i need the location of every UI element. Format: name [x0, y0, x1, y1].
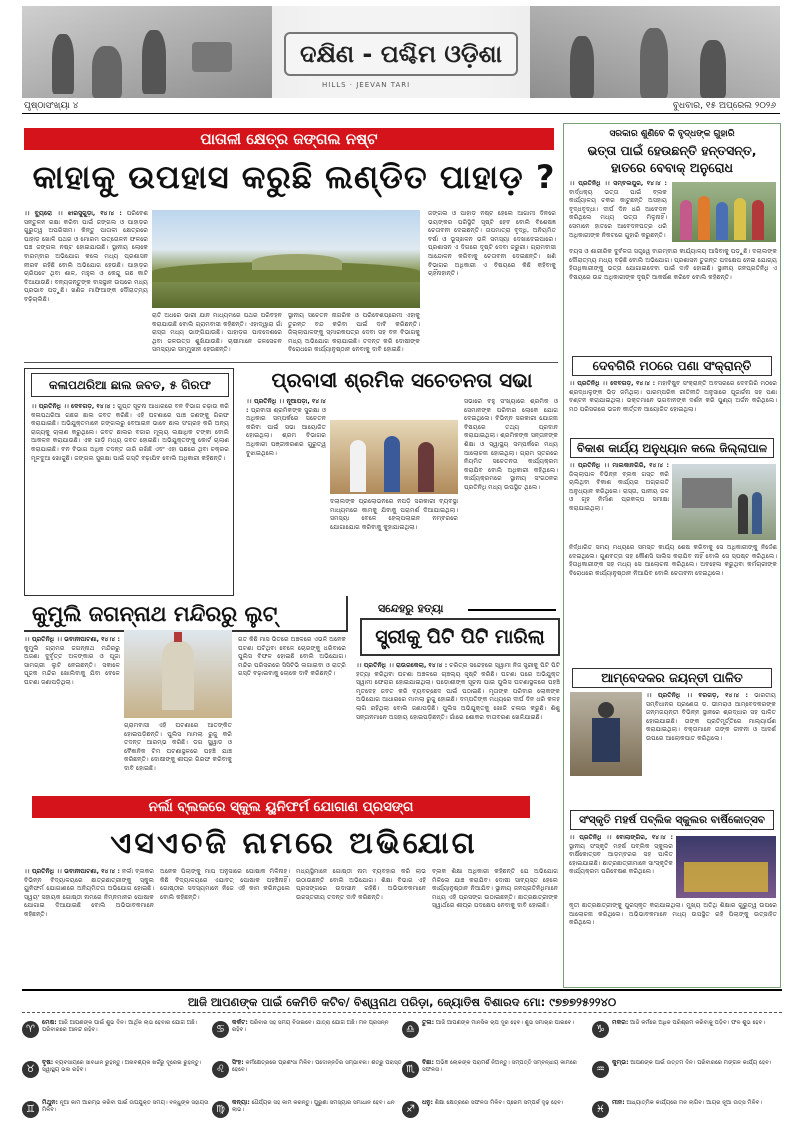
kalapatharia-headline: କଳାପଥରିଆ ଛାଲ ଜବତ, ୫ ଗିରଫ — [31, 373, 229, 397]
lead-body-col2: ରାତି ଅଧରେ ଭାରୀ ଯାନ ମାଧ୍ୟମରେ ପଥର ପରିବହନ କରାଯାଉଛି ବୋଲି ଗ୍ରାମବାସୀ କହିଛନ୍ତି। ଏହାଦ୍ୱାରା ଗାଁ ରାସ୍ତା ମଧ୍ୟ ଭାଙ୍ଗିଯାଉଛି। ପାହାଡ଼ର ପାଦଦେଶରେ ଥିବା ଜଳଉତ୍ସ ଶୁଖିଯାଉଛି। ଚାଷୀମାନେ ଜଳସେଚନ ସମସ୍ୟାର ସମ୍ମୁଖୀନ ହେଉଛନ୍ତି। — [152, 312, 282, 354]
horoscope-sign-text: କର୍ମକ୍ଷେତ୍ରରେ ପ୍ରଶଂସା ମିଳିବ। ପଦୋନ୍ନତିର ସମ୍ଭାବନା। ଶତ୍ରୁ ପରାସ୍ତ ହେବେ। — [232, 1060, 402, 1074]
horoscope-item — [22, 1059, 212, 1089]
horoscope-sign-name: ମିଥୁନ: — [42, 1099, 58, 1106]
kumuli-headline: କୁମୁଲି ଜଗନ୍ନାଥ ମନ୍ଦିରରୁ ଲୁଟ୍ — [24, 596, 348, 632]
horoscope-sign-text: ଅଭିଜ୍ଞ ଲୋକଙ୍କ ପରାମର୍ଶ ନିଅନ୍ତୁ। ସମ୍ପତ୍ତି ସମ୍ବନ୍ଧୀୟ କାମରେ ସଫଳତା। — [422, 1060, 577, 1074]
horoscope-sign-name: ମେଷ: — [42, 1019, 57, 1026]
prabasi-body-b: ଦଲାଲଙ୍କ ପ୍ରଲୋଭନରେ ନପଡ଼ି ସରକାରୀ ବ୍ୟବସ୍ଥା ମାଧ୍ୟମରେ କାମକୁ ଯିବାକୁ ପରାମର୍ଶ ଦିଆଯାଇଥିଲା। ସମସ୍ୟା ବେଳେ ହେଲ୍ପଲାଇନ ନମ୍ବରରେ ଯୋଗାଯୋଗ କରିବାକୁ କୁହାଯାଇଥିଲା। — [330, 498, 458, 531]
masthead-banner — [22, 6, 780, 98]
issue-date: ବୁଧବାର, ୧୫ ଅପ୍ରେଲ ୨୦୨୬ — [672, 101, 776, 111]
murder-kicker: ସନ୍ଦେହରୁ ହତ୍ୟା — [378, 602, 444, 615]
bikash-body-a: ।। ପ୍ରତିନିଧି ।। ମାଲକାନଗିରି, ୧୪।୪ : ଜିଲ୍ଲାପାଳ ବିଭିନ୍ନ ବ୍ଲକ ଗସ୍ତ କରି ଚାଲିଥିବା ବିକାଶ କାର୍ଯ୍ୟର ଅଗ୍ରଗତି ଅନୁଧ୍ୟାନ କରିଥିଲେ। ରାସ୍ତା, ପାନୀୟ ଜଳ ଓ ଗୃହ ନିର୍ମାଣ ପ୍ରକଳ୍ପ ସମୀକ୍ଷା କରାଯାଇଥିଲା। — [569, 462, 669, 512]
uniform-body-b: ଅନେକ ପିଲାଙ୍କୁ ମାପ ଅନୁସାରେ ପୋଷାକ ମିଳିନାହିଁ। କିଛି ବିଦ୍ୟାଳୟରେ ଏଯାବତ୍ ପୋଷାକ ପହଞ୍ଚିନାହିଁ। ଗୋଷ୍ଠୀର ସଦସ୍ୟମାନେ ନିଜେ ଏହି କାମ କରିନଥିଲେ ବୋଲି କହିଛନ୍ତି। — [160, 868, 290, 901]
horoscope-item — [212, 1099, 402, 1129]
prabasi-body-a: ।। ପ୍ରତିନିଧି ।। ନୂଆପଡ଼ା, ୧୪।୪ : ପ୍ରବାସୀ ଶ୍ରମିକଙ୍କ ସୁରକ୍ଷା ଓ ଅଧିକାର ସମ୍ପର୍କରେ ସଚେତନ କରିବା ପାଇଁ ସଭା ଆୟୋଜିତ ହୋଇଥିଲା। ଶ୍ରମ ବିଭାଗର ଅଧିକାରୀ ପଞ୍ଜୀକରଣର ଗୁରୁତ୍ୱ ବୁଝାଇଥିଲେ। — [246, 398, 326, 457]
lead-body-col4: ଜଙ୍ଗଲ ଓ ପାହାଡ଼ ନଷ୍ଟ ହେଲେ ଆଗାମୀ ଦିନରେ ଭୟଙ୍କର ପରିସ୍ଥିତି ସୃଷ୍ଟି ହେବ ବୋଲି ବିଶେଷଜ୍ଞ ଚେତାବନୀ ଦେଇଛନ୍ତି। ତାପମାତ୍ରା ବୃଦ୍ଧି, ଅନିୟମିତ ବର୍ଷା ଓ ଭୂସ୍ଖଳନ ଭଳି ସମସ୍ୟା ଦେଖାଦେଇପାରେ। ପ୍ରଶାସନ ଏ ଦିଗରେ ଦୃଷ୍ଟି ଦେବା ଜରୁରୀ। ଗ୍ରାମବାସୀ ଆନ୍ଦୋଳନ କରିବାକୁ ଚେତାବନୀ ଦେଇଛନ୍ତି। ଖଣି ବିଭାଗର ଅଧିକାରୀ ଏ ବିଷୟରେ କିଛି କହିବାକୁ ଚାହିଁନାହାନ୍ତି। — [428, 210, 556, 278]
bull-icon: ♉ — [22, 1061, 39, 1078]
horoscope-sign-text: ଆଜି ଆପଣଙ୍କ ମାନସିକ ଚାପ ଦୂର ହେବ। ଶୁଭ ସମାଚାର ପାଇବେ। — [435, 1020, 574, 1026]
horoscope-sign-text: ଆଧ୍ୟାତ୍ମିକ କାର୍ଯ୍ୟରେ ମନ ଲାଗିବ। ଆୟର ନୂଆ ଉତ୍ସ ମିଳିବ। — [626, 1100, 762, 1106]
devagiri-headline: ଦେବଗିରି ମଠରେ ପଣା ସଂକ୍ରାନ୍ତି — [572, 356, 772, 376]
uniform-body-c: ମଧ୍ୟସ୍ଥିମାନେ ଗୋଷ୍ଠୀ ନାମ ବ୍ୟବହାର କରି ଲାଭ ଉଠାଉଛନ୍ତି ବୋଲି ଅଭିଯୋଗ। ଶିକ୍ଷା ବିଭାଗ ଏହି ପ୍ରସଙ୍ଗରେ ଉଦାସୀନ ରହିଛି। ଅଭିଭାବକମାନେ ଉଚ୍ଚସ୍ତରୀୟ ତଦନ୍ତ ଦାବି କରିଛନ୍ତି। — [296, 868, 426, 901]
horoscope-sign-text: ଶିକ୍ଷା କ୍ଷେତ୍ରରେ ସଫଳତା ମିଳିବ। ପ୍ରେମ ସମ୍ପର୍କ ଦୃଢ଼ ହେବ। — [434, 1100, 564, 1106]
divider — [24, 362, 558, 363]
kumuli-body-c: ଗତ କିଛି ମାସ ଭିତରେ ଅଞ୍ଚଳରେ ଏଭଳି ଅନେକ ଘଟଣା ଘଟିଥିବା ବେଳେ ଚୋରଙ୍କୁ ଧରିବାରେ ପୁଲିସ ବିଫଳ ହୋଇଛି ବୋଲି ଅଭିଯୋଗ। ମନ୍ଦିର ପରିସରରେ ସିସିଟିଭି ଲଗାଇବା ଓ ରାତ୍ରି ଗସ୍ତି ବଢ଼ାଇବାକୁ ଲୋକେ ଦାବି କରିଛନ୍ତି। — [238, 636, 346, 678]
sanskruti-photo — [676, 836, 776, 898]
bridha-body-b: ବୟସ ଓ ଶାରୀରିକ ଦୁର୍ବଳତା ସତ୍ତ୍ୱେ ବାରମ୍ବାର କାର୍ଯ୍ୟାଳୟ ଆସିବାକୁ ପଡ଼ୁଛି। ଦଲାଲଙ୍କ ଦୌରାତ୍ମ୍ୟ ମଧ୍ୟ ବଢ଼ିଛି ବୋଲି ଅଭିଯୋଗ। ପ୍ରଶାସନ ତୁରନ୍ତ ପଦକ୍ଷେପ ନେଇ ଯୋଗ୍ୟ ହିତାଧିକାରୀଙ୍କୁ ଭତ୍ତା ଯୋଗାଇଦେବା ପାଇଁ ଦାବି ହୋଇଛି। ସ୍ଥାନୀୟ ଜନପ୍ରତିନିଧି ଏ ବିଷୟରେ ଉଚ୍ଚ ଅଧିକାରୀଙ୍କ ଦୃଷ୍ଟି ଆକର୍ଷଣ କରିବେ ବୋଲି କହିଛନ୍ତି। — [569, 248, 777, 281]
bridha-kicker: ସରକାର ଶୁଣିବେ କି ବୃଦ୍ଧଙ୍କ ଗୁହାରି — [609, 129, 735, 139]
ram-icon: ♈ — [22, 1021, 39, 1038]
prabasi-dateline: ।। ପ୍ରତିନିଧି ।। ନୂଆପଡ଼ା, ୧୪।୪ : — [246, 398, 326, 414]
bridha-dateline: ।। ପ୍ରତିନିଧି ।। ସମ୍ବଲପୁର, ୧୪।୪ : — [569, 180, 667, 187]
masthead-subtitle: HILLS · JEEVAN TARI — [322, 81, 411, 89]
lead-body-1: ପରିବେଶ ସନ୍ତୁଳନ ରକ୍ଷା କରିବା ପାଇଁ ଜଙ୍ଗଲ ଓ ପାହାଡ଼ର ଗୁରୁତ୍ୱ ଅପରିସୀମ। କିନ୍ତୁ ପାତାଳୀ କ୍ଷେତ୍ରରେ ପାହାଡ଼ ଖୋଳି ପଥର ଓ ମୋରମ ଉତ୍ତୋଳନ ଫଳରେ ଘଞ୍ଚ ଜଙ୍ଗଲ ନଷ୍ଟ ହୋଇଯାଉଛି। ସ୍ଥାନୀୟ ଲୋକେ ବାରମ୍ବାର ଅଭିଯୋଗ କଲେ ମଧ୍ୟ ପ୍ରଶାସନ ନୀରବ ରହିଛି ବୋଲି ଅଭିଯୋଗ ହେଉଛି। ପାହାଡ଼ର ଚାରିପଟେ ଥିବା ଶାଳ, ମହୁଲ ଓ କେନ୍ଦୁ ଗଛ କାଟି ଦିଆଯାଉଛି। ବନ୍ୟଜନ୍ତୁଙ୍କ ବାସସ୍ଥାନ ଉପରେ ମଧ୍ୟ ପ୍ରଭାବ ପଡ଼ୁଛି। ଖଣିଜ ମାଫିଆଙ୍କ ଦୌରାତ୍ମ୍ୟ ବଢ଼ିଚାଲିଛି। — [24, 210, 148, 303]
page-dateline — [22, 100, 780, 114]
lead-photo-hillside — [152, 210, 420, 308]
horoscope-sign-name: ସିଂହ: — [232, 1059, 244, 1066]
horoscope-sign-text: ଧୈର୍ଯ୍ୟର ସହ କାମ କରନ୍ତୁ। ପୁରୁଣା ସମସ୍ୟାର ସମାଧାନ ହେବ। ଧନ ଲାଭ। — [232, 1100, 395, 1114]
sanskruti-dateline: ।। ପ୍ରତିନିଧି ।। ବୋଲାଙ୍ଗିର, ୧୪।୪ : — [569, 834, 673, 841]
horoscope-sign-name: କୁମ୍ଭ: — [612, 1059, 629, 1066]
prabasi-body-c: ସଭାରେ ବହୁ ସଂଖ୍ୟାରେ ଶ୍ରମିକ ଓ ସେମାନଙ୍କ ପରିବାର ଲୋକେ ଯୋଗ ଦେଇଥିଲେ। ବିଭିନ୍ନ ସରକାରୀ ଯୋଜନା ବିଷୟରେ ତଥ୍ୟ ପ୍ରଦାନ କରାଯାଇଥିଲା। ଶ୍ରମିକଙ୍କ ସନ୍ତାନଙ୍କ ଶିକ୍ଷା ଓ ସ୍ୱାସ୍ଥ୍ୟ ସମ୍ପର୍କରେ ମଧ୍ୟ ଆଲୋଚନା ହୋଇଥିଲା। ଗ୍ରାମ ସ୍ତରରେ ନିୟମିତ ସଚେତନତା କାର୍ଯ୍ୟକ୍ରମ କରାଯିବ ବୋଲି ଅଧିକାରୀ କହିଥିଲେ। କାର୍ଯ୍ୟକ୍ରମରେ ସ୍ଥାନୀୟ ସଂଗଠନର ପ୍ରତିନିଧି ମଧ୍ୟ ଉପସ୍ଥିତ ଥିଲେ। — [464, 398, 558, 491]
fish-icon: ♓ — [592, 1101, 609, 1118]
ambedkar-photo — [570, 692, 642, 776]
horoscope-sign-name: କନ୍ୟା: — [232, 1099, 250, 1106]
horoscope-sign-text: ଆଜି କର୍ମରେ ଅଧିକ ପରିଶ୍ରମ କରିବାକୁ ପଡ଼ିବ। ଫଳ ଶୁଭ ହେବ। — [630, 1020, 765, 1026]
kicker-rule — [468, 609, 556, 611]
horoscope-item — [212, 1059, 402, 1089]
horoscope-sign-name: କର୍କଟ: — [232, 1019, 248, 1026]
horoscope-sign-name: ବିଛା: — [422, 1059, 435, 1066]
scales-icon: ♎ — [402, 1021, 419, 1038]
lead-body-col1 — [24, 210, 148, 358]
lead-body-col3: ସ୍ଥାନୀୟ ସଚେତନ ନାଗରିକ ଓ ପରିବେଶପ୍ରେମୀ ଏହାକୁ ତୁରନ୍ତ ବନ୍ଦ କରିବା ପାଇଁ ଦାବି କରିଛନ୍ତି। ଜିଲ୍ଲାପାଳଙ୍କୁ ସ୍ମାରକପତ୍ର ଦେବା ସହ ବନ ବିଭାଗକୁ ମଧ୍ୟ ଅଭିଯୋଗ କରାଯାଇଛି। ତଦନ୍ତ କରି ଦୋଷୀଙ୍କ ବିରୋଧରେ କାର୍ଯ୍ୟାନୁଷ୍ଠାନ ନେବାକୁ ଦାବି ହୋଇଛି। — [288, 312, 420, 354]
lead-dateline: ।। ବ୍ୟୁରୋ ।। ଝାରସୁଗୁଡ଼ା, ୧୪।୪ : — [24, 210, 122, 217]
crab-icon: ♋ — [212, 1021, 229, 1038]
bikash-headline: ବିକାଶ କାର୍ଯ୍ୟ ଅନୁଧ୍ୟାନ କଲେ ଜିଲ୍ଲାପାଳ — [570, 438, 774, 458]
horoscope-item — [592, 1059, 782, 1089]
masthead-photo-right — [530, 6, 780, 98]
uniform-body-a: ।। ପ୍ରତିନିଧି ।। ଭବାନୀପାଟଣା, ୧୪।୪ : ନର୍ଲା ବ୍ଲକର ବିଭିନ୍ନ ବିଦ୍ୟାଳୟରେ ଛାତ୍ରଛାତ୍ରୀଙ୍କୁ ସ୍କୁଲ ୟୁନିଫର୍ମ ଯୋଗାଣରେ ଅନିୟମିତତା ଅଭିଯୋଗ ହୋଇଛି। ସ୍ୱୟଂ ସହାୟକ ଗୋଷ୍ଠୀ ନାମରେ ନିମ୍ନମାନର ପୋଷାକ ଯୋଗାଇ ଦିଆଯାଇଛି ବୋଲି ଅଭିଭାବକମାନେ କହିଛନ୍ତି। — [24, 868, 154, 918]
goat-icon: ♑ — [592, 1021, 609, 1038]
uniform-body-d: ବ୍ଲକ ଶିକ୍ଷା ଅଧିକାରୀ କହିଛନ୍ତି ଯେ ଅଭିଯୋଗ ମିଳିଲେ ଯାଞ୍ଚ କରାଯିବ। ଦୋଷୀ ସାବ୍ୟସ୍ତ ହେଲେ କାର୍ଯ୍ୟାନୁଷ୍ଠାନ ନିଆଯିବ। ସ୍ଥାନୀୟ ଜନପ୍ରତିନିଧିମାନେ ମଧ୍ୟ ଏହି ପ୍ରସଙ୍ଗ ଉଠାଇଛନ୍ତି। ଛାତ୍ରଛାତ୍ରୀଙ୍କ ସ୍ୱାର୍ଥରେ ଶୀଘ୍ର ପଦକ୍ଷେପ ନେବାକୁ ଦାବି ହୋଇଛି। — [432, 868, 558, 910]
horoscope-section — [22, 989, 782, 1139]
horoscope-sign-name: ଧନୁ: — [422, 1099, 433, 1106]
ambedkar-dateline: ।। ପ୍ରତିନିଧି ।। ବରଗଡ଼, ୧୪।୪ : — [646, 692, 749, 699]
bikash-photo — [672, 464, 776, 540]
horoscope-header: ଆଜି ଆପଣଙ୍କ ପାଇଁ କେମିତି କଟିବ/ ବିଶ୍ୱନାଥ ପରିଡ଼ା, ଜ୍ୟୋତିଷ ବିଶାରଦ ମୋ: ୯୭୭୭୨୫୨୨୪୦ — [22, 991, 782, 1013]
lead-kicker: ପାତାଳୀ କ୍ଷେତ୍ର ଜଙ୍ଗଲ ନଷ୍ଟ — [24, 128, 554, 150]
lion-icon: ♌ — [212, 1061, 229, 1078]
bridha-body-a: ।। ପ୍ରତିନିଧି ।। ସମ୍ବଲପୁର, ୧୪।୪ : ବାର୍ଦ୍ଧକ୍ୟ ଭତ୍ତା ପାଇଁ ବ୍ଲକ କାର୍ଯ୍ୟାଳୟ ଚକର କାଟୁଛନ୍ତି ଅସହାୟ ବୃଦ୍ଧବୃଦ୍ଧା। ଦୀର୍ଘ ଦିନ ଧରି ଆବେଦନ କରିଥିଲେ ମଧ୍ୟ ଭତ୍ତା ମିଳୁନାହିଁ। ସେମାନେ ହାତରେ ଆବେଦନପତ୍ର ଧରି ଅଧିକାରୀଙ୍କ ନିକଟରେ ଗୁହାରି କରୁଛନ୍ତି। — [569, 180, 667, 239]
masthead-photo-left — [22, 6, 272, 98]
horoscope-item — [402, 1099, 592, 1129]
horoscope-item — [592, 1099, 782, 1129]
murder-headline: ସ୍ତ୍ରୀକୁ ପିଟି ପିଟି ମାରିଲା — [360, 618, 560, 656]
page-number: ପୃଷ୍ଠାସଂଖ୍ୟା ୪ — [24, 101, 79, 111]
horoscope-item — [22, 1099, 212, 1129]
lead-headline: କାହାକୁ ଉପହାସ କରୁଛି ଲଣ୍ଡିତ ପାହାଡ଼ ? — [32, 158, 556, 196]
uniform-headline: ଏସଏଚଜି ନାମରେ ଅଭିଯୋଗ — [110, 826, 478, 861]
water-bearer-icon: ♒ — [592, 1061, 609, 1078]
horoscope-item — [402, 1059, 592, 1089]
scorpion-icon: ♏ — [402, 1061, 419, 1078]
horoscope-sign-text: ନୂଆ କାମ ଆରମ୍ଭ କରିବା ପାଇଁ ଉପଯୁକ୍ତ ସମୟ। ବନ୍ଧୁଙ୍କ ସହାୟତା ମିଳିବ। — [42, 1100, 209, 1114]
kumuli-body-b: ଗ୍ରାମବାସୀ ଏହି ଘଟଣାରେ ଆତଙ୍କିତ ହୋଇପଡ଼ିଛନ୍ତି। ପୁଲିସ ମାମଲା ରୁଜୁ କରି ତଦନ୍ତ ଆରମ୍ଭ କରିଛି। ଡଗ ସ୍କ୍ୱାଡ ଓ ବୈଜ୍ଞାନିକ ଟିମ ଘଟଣାସ୍ଥଳରେ ପହଞ୍ଚି ଯାଞ୍ଚ କରିଛନ୍ତି। ଦୋଷୀଙ୍କୁ ଶୀଘ୍ର ଗିରଫ କରିବାକୁ ଦାବି ହୋଇଛି। — [124, 722, 232, 772]
ambedkar-body: ।। ପ୍ରତିନିଧି ।। ବରଗଡ଼, ୧୪।୪ : ଭାରତୀୟ ସମ୍ବିଧାନର ପ୍ରଣେତା ଡ. ଭୀମରାଓ ଆମ୍ବେଦକରଙ୍କ ଜନ୍ମଜୟନ୍ତୀ ବିଭିନ୍ନ ସ୍ଥାନରେ ଶ୍ରଦ୍ଧାର ସହ ପାଳିତ ହୋଇଯାଇଛି। ତାଙ୍କ ପ୍ରତିମୂର୍ତ୍ତିରେ ମାଲ୍ୟାର୍ପଣ କରାଯାଇଥିଲା। ବକ୍ତାମାନେ ତାଙ୍କ ଜୀବନୀ ଓ ଆଦର୍ଶ ଉପରେ ଆଲୋକପାତ କରିଥିଲେ। — [646, 692, 776, 742]
horoscope-sign-name: ତୁଳା: — [422, 1019, 435, 1026]
kalapatharia-box — [24, 368, 234, 596]
uniform-dateline: ।। ପ୍ରତିନିଧି ।। ଭବାନୀପାଟଣା, ୧୪।୪ : — [24, 868, 120, 875]
sanskruti-headline: ସଂସ୍କୃତି ମହର୍ଷ ପବ୍ଲିକ ସ୍କୁଲର ବାର୍ଷିକୋତ୍ସବ — [570, 810, 774, 830]
section-title: ଦକ୍ଷିଣ - ପଶ୍ଚିମ ଓଡ଼ିଶା — [284, 32, 518, 76]
virgin-icon: ♍ — [212, 1101, 229, 1118]
horoscope-sign-name: ବୃଷ: — [42, 1059, 54, 1066]
kumuli-dateline: ।। ପ୍ରତିନିଧି ।। ଭବାନୀପାଟଣା, ୧୪।୪ : — [24, 636, 120, 643]
devagiri-body: ।। ପ୍ରତିନିଧି ।। ଦେବଗଡ଼, ୧୪।୪ : ମହାବିଷୁବ ସଂକ୍ରାନ୍ତି ଅବସରରେ ଦେବଗିରି ମଠରେ ଶ୍ରଦ୍ଧାଳୁଙ୍କ ଭିଡ଼ ଜମିଥିଲା। ପାରମ୍ପରିକ ରୀତିନୀତି ଅନୁସାରେ ପୂଜାର୍ଚ୍ଚନା ସହ ପଣା ବଣ୍ଟନ କରାଯାଇଥିଲା। ଭକ୍ତମାନେ ଭଗବାନଙ୍କ ଦର୍ଶନ କରି ପୁଣ୍ୟ ଅର୍ଜନ କରିଥିଲେ। ମଠ ପରିସରରେ ଭଜନ କୀର୍ତ୍ତନ ଆୟୋଜିତ ହୋଇଥିଲା। — [569, 380, 777, 413]
devagiri-dateline: ।। ପ୍ରତିନିଧି ।। ଦେବଗଡ଼, ୧୪।୪ : — [569, 380, 656, 387]
bridha-headline: ଭତ୍ତା ପାଇଁ ହେଉଛନ୍ତି ହନ୍ତସନ୍ତ, ହାତରେ ବେବାକ୍ ଅନୁରୋଧ — [587, 143, 757, 175]
horoscope-sign-name: ମକର: — [612, 1019, 629, 1026]
bridha-photo — [672, 182, 776, 242]
horoscope-item — [592, 1019, 782, 1049]
uniform-kicker: ନର୍ଲା ବ୍ଲକରେ ସ୍କୁଲ ୟୁନିଫର୍ମ ଯୋଗାଣ ପ୍ରସଙ୍ଗ — [32, 796, 530, 818]
bikash-dateline: ।। ପ୍ରତିନିଧି ।। ମାଲକାନଗିରି, ୧୪।୪ : — [569, 462, 669, 469]
horoscope-sign-text: ଆଜି ଆପଣଙ୍କ ପାଇଁ ଶୁଭ ଦିନ। ଆର୍ଥିକ ଲାଭ ହେବାର ଯୋଗ ଅଛି। ପରିବାରରେ ଆନନ୍ଦ ରହିବ। — [42, 1020, 198, 1034]
temple-photo — [124, 630, 232, 718]
prabasi-headline: ପ୍ରବାସୀ ଶ୍ରମିକ ସଚେତନତା ସଭା — [271, 368, 533, 392]
kumuli-body-a: ।। ପ୍ରତିନିଧି ।। ଭବାନୀପାଟଣା, ୧୪।୪ : କୁମୁଲି ଗ୍ରାମର ଜଗନ୍ନାଥ ମନ୍ଦିରରୁ ଅଜଣା ଦୁର୍ବୃତ୍ତ ଅଳଙ୍କାର ଓ ପୂଜା ସାମଗ୍ରୀ ଲୁଟି ନେଇଛନ୍ତି। ସକାଳେ ପୂଜକ ମନ୍ଦିର ଖୋଲିବାକୁ ଯିବା ବେଳେ ଘଟଣା ଜଣାପଡ଼ିଥିଲା। — [24, 636, 120, 686]
murder-dateline: ।। ପ୍ରତିନିଧି ।। ରାଉରକେଲା, ୧୪।୪ : — [356, 662, 448, 669]
kalapatharia-dateline: ।। ପ୍ରତିନିଧି ।। ଦେବଗଡ଼, ୧୪।୪ : — [31, 403, 116, 410]
right-news-column — [563, 123, 781, 988]
prabasi-photo — [330, 420, 458, 494]
horoscope-sign-name: ମୀନ: — [612, 1099, 625, 1106]
sanskruti-body-a: ।। ପ୍ରତିନିଧି ।। ବୋଲାଙ୍ଗିର, ୧୪।୪ : ସ୍ଥାନୀୟ ସଂସ୍କୃତି ମହର୍ଷ ପବ୍ଲିକ ସ୍କୁଲର ବାର୍ଷିକୋତ୍ସବ ଆଡ଼ମ୍ବରର ସହ ପାଳିତ ହୋଇଯାଇଛି। ଛାତ୍ରଛାତ୍ରୀମାନେ ସାଂସ୍କୃତିକ କାର୍ଯ୍ୟକ୍ରମ ପରିବେଷଣ କରିଥିଲେ। — [569, 834, 673, 876]
horoscope-sign-text: ଆପଣଙ୍କ ପାଇଁ ଉତ୍ତମ ଦିନ। ପରିବାରରେ ମଙ୍ଗଳ କାର୍ଯ୍ୟ ହେବ। — [630, 1060, 772, 1066]
horoscope-item — [212, 1019, 402, 1049]
horoscope-item — [22, 1019, 212, 1049]
murder-body: ।। ପ୍ରତିନିଧି ।। ରାଉରକେଲା, ୧୪।୪ : ଚରିତ୍ର ସନ୍ଦେହରେ ସ୍ୱାମୀ ନିଜ ସ୍ତ୍ରୀକୁ ପିଟି ପିଟି ହତ୍ୟା କରିଥିବା ଘଟଣା ଅଞ୍ଚଳରେ ଚାଞ୍ଚଲ୍ୟ ସୃଷ୍ଟି କରିଛି। ଘଟଣା ପରେ ଅଭିଯୁକ୍ତ ସ୍ୱାମୀ ଫେରାର ହୋଇଯାଇଥିଲା। ପଡ଼ୋଶୀଙ୍କ ସୂଚନା ପାଇ ପୁଲିସ ଘଟଣାସ୍ଥଳରେ ପହଞ୍ଚି ମୃତଦେହ ଜବତ କରି ବ୍ୟବଚ୍ଛେଦ ପାଇଁ ପଠାଇଛି। ମୃତାଙ୍କ ପରିବାର ଲୋକଙ୍କ ଅଭିଯୋଗ ଆଧାରରେ ମାମଲା ରୁଜୁ ହୋଇଛି। ଦମ୍ପତିଙ୍କ ମଧ୍ୟରେ ଦୀର୍ଘ ଦିନ ଧରି କଳହ ଲାଗି ରହିଥିଲା ବୋଲି ଜଣାପଡ଼ିଛି। ପୁଲିସ ଅଭିଯୁକ୍ତକୁ ଖୋଜି ଚଳାଉ କରୁଛି। ଶିଶୁ ସନ୍ତାନମାନେ ଅସହାୟ ହୋଇପଡ଼ିଛନ୍ତି। ଗାଁରେ ଶୋକର ବାତାବରଣ ଖେଳିଯାଇଛି। — [356, 662, 560, 721]
horoscope-sign-text: ପରିବାର ସହ ସମୟ ବିତାଇବେ। ଯାତ୍ରା ଯୋଗ ଅଛି। ମନ ପ୍ରସନ୍ନ ରହିବ। — [232, 1020, 389, 1034]
sanskruti-body-b: କୃତୀ ଛାତ୍ରଛାତ୍ରୀଙ୍କୁ ପୁରସ୍କୃତ କରାଯାଇଥିଲା। ମୁଖ୍ୟ ଅତିଥି ଶିକ୍ଷାର ଗୁରୁତ୍ୱ ଉପରେ ଆଲୋଚନା କରିଥିଲେ। ଅଭିଭାବକମାନେ ମଧ୍ୟ ଉପସ୍ଥିତ ରହି ପିଲାଙ୍କୁ ଉତ୍ସାହିତ କରିଥିଲେ। — [569, 902, 777, 927]
twins-icon: ♊ — [22, 1101, 39, 1118]
bikash-body-b: ନିର୍ଦ୍ଧାରିତ ସମୟ ମଧ୍ୟରେ ସମସ୍ତ କାର୍ଯ୍ୟ ଶେଷ କରିବାକୁ ସେ ଅଧିକାରୀଙ୍କୁ ନିର୍ଦ୍ଦେଶ ଦେଇଥିଲେ। ଗୁଣବତ୍ତା ସହ କୌଣସି ସାଲିସ କରାଯିବ ନାହିଁ ବୋଲି ସେ ସ୍ପଷ୍ଟ କରିଥିଲେ। ହିତାଧିକାରୀଙ୍କ ସହ ମଧ୍ୟ ସେ ଆଲୋଚନା କରିଥିଲେ। ଅବହେଳା କରୁଥିବା କର୍ମଚାରୀଙ୍କ ବିରୋଧରେ କାର୍ଯ୍ୟାନୁଷ୍ଠାନ ନିଆଯିବ ବୋଲି ଚେତାବନୀ ଦେଇଥିଲେ। — [569, 544, 777, 577]
kalapatharia-body: ।। ପ୍ରତିନିଧି ।। ଦେବଗଡ଼, ୧୪।୪ : ଗୁପ୍ତ ସୂଚନା ଆଧାରରେ ବନ ବିଭାଗ ଚଢ଼ାଉ କରି କଳାପଥରିଆ ଗଛର ଛାଲ ଜବତ କରିଛି। ଏହି ଘଟଣାରେ ପାଞ୍ଚ ଜଣଙ୍କୁ ଗିରଫ କରାଯାଇଛି। ଅଭିଯୁକ୍ତମାନେ ଜଙ୍ଗଲରୁ ବେଆଇନ ଭାବେ ଛାଲ ସଂଗ୍ରହ କରି ଅନ୍ୟ ରାଜ୍ୟକୁ ଚାଲାଣ କରୁଥିଲେ। ଜବତ ଛାଲର ବଜାର ମୂଲ୍ୟ ଲକ୍ଷାଧିକ ଟଙ୍କା ବୋଲି ଆକଳନ କରାଯାଉଛି। ଏକ ଗାଡ଼ି ମଧ୍ୟ ଜବତ ହୋଇଛି। ଅଭିଯୁକ୍ତଙ୍କୁ କୋର୍ଟ ଚାଲାଣ କରାଯାଇଛି। ବନ ବିଭାଗ ଅଧିକ ତଦନ୍ତ ଜାରି ରଖିଛି ଏବଂ ଏହା ପଛରେ ଥିବା ଚକ୍ରର ମୂଳଦୁଆ ଖୋଜୁଛି। ଜଙ୍ଗଲ ସୁରକ୍ଷା ପାଇଁ ଗସ୍ତି ବଢ଼ାଯିବ ବୋଲି ଅଧିକାରୀ କହିଛନ୍ତି। — [31, 403, 229, 462]
horoscope-sign-text: ବ୍ୟବସାୟରେ ସାବଧାନ ରୁହନ୍ତୁ। ଅନାବଶ୍ୟକ ଖର୍ଚ୍ଚରୁ ଦୂରେଇ ରୁହନ୍ତୁ। ସ୍ୱାସ୍ଥ୍ୟ ଭଲ ରହିବ। — [42, 1060, 202, 1074]
ambedkar-headline: ଆମ୍ବେଦକର ଜୟନ୍ତୀ ପାଳିତ — [572, 668, 772, 688]
archer-icon: ♐ — [402, 1101, 419, 1118]
horoscope-item — [402, 1019, 592, 1049]
